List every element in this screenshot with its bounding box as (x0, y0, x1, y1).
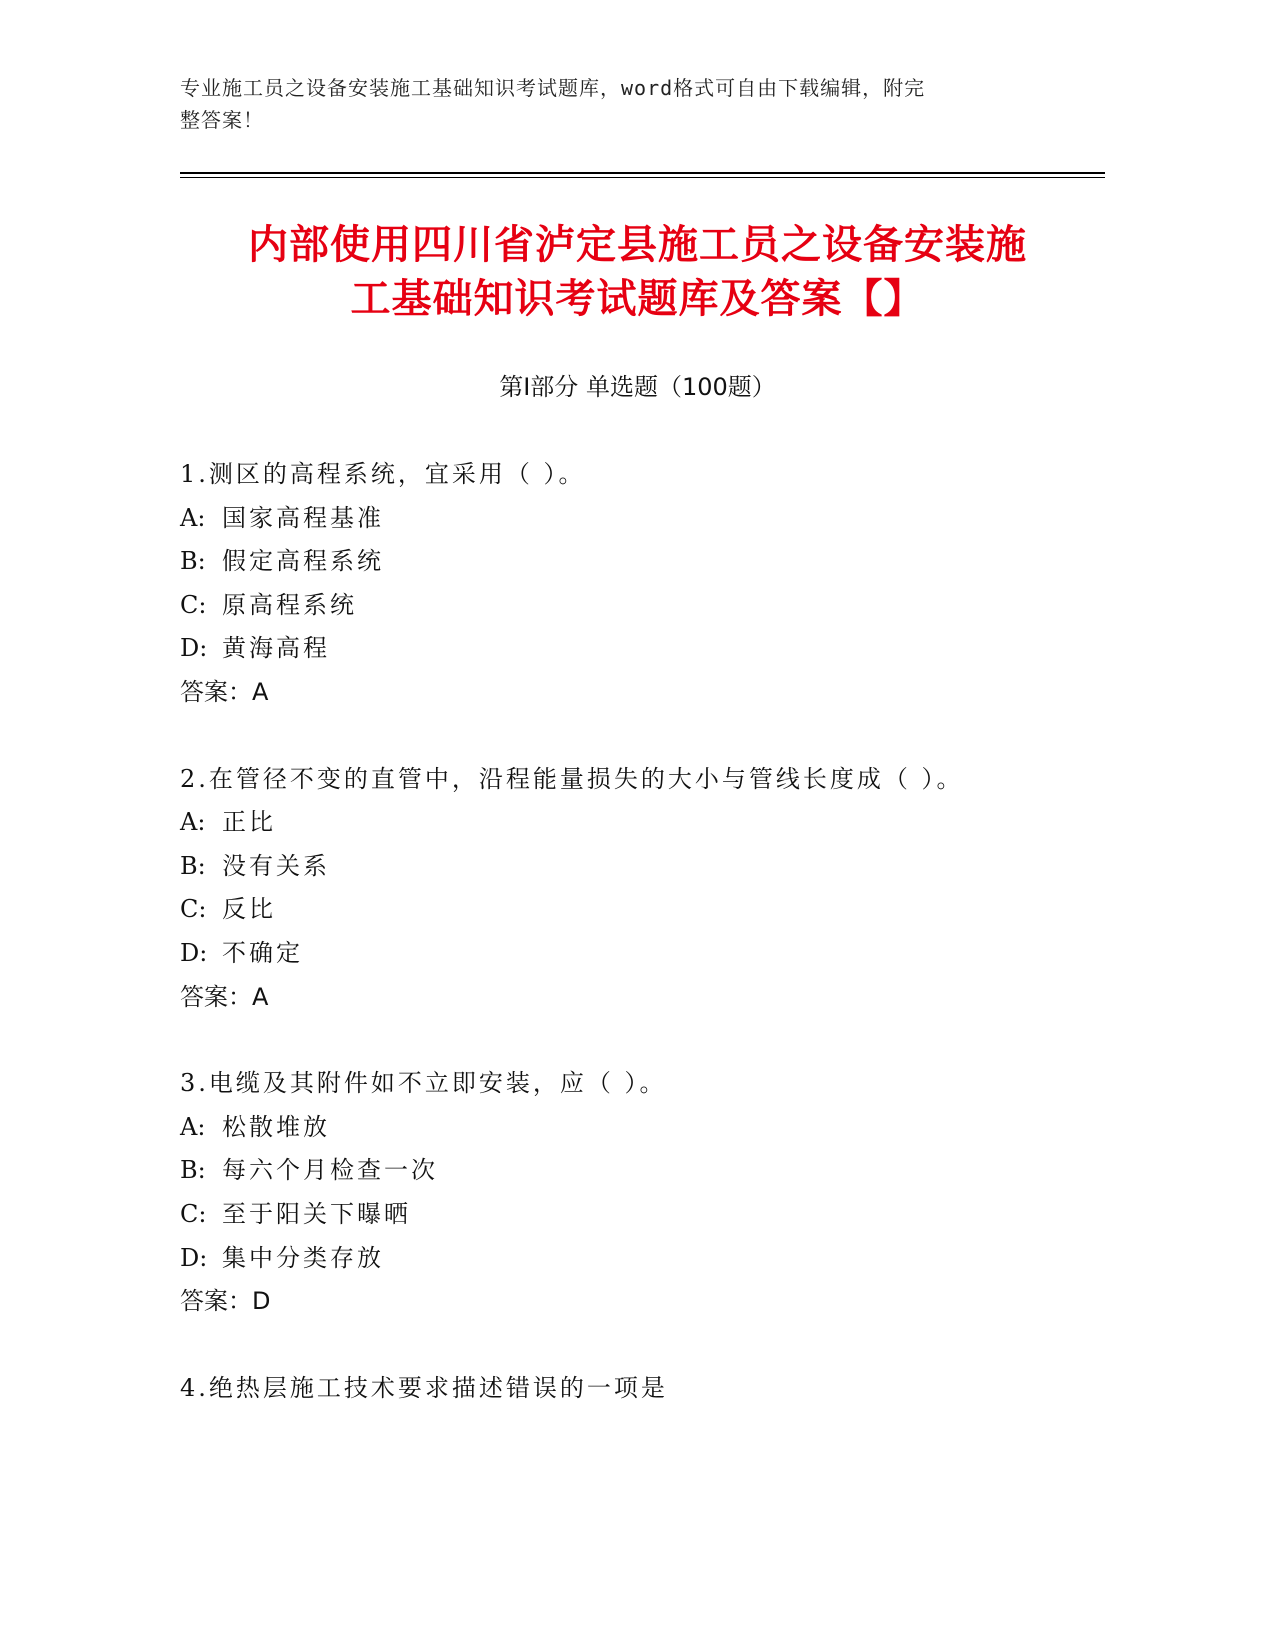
document-title-line2: 工基础知识考试题库及答案【】 (350, 276, 925, 322)
option-key: B: (180, 547, 206, 576)
option-d (180, 1237, 1100, 1281)
question-text: 3.电缆及其附件如不立即安装，应（ ）。 (180, 1069, 667, 1098)
option-key: D: (180, 1243, 208, 1272)
question-list (180, 453, 1100, 1453)
header-note-line1: 专业施工员之设备安装施工基础知识考试题库，word格式可自由下载编辑，附完 (180, 76, 926, 100)
option-b (180, 540, 1100, 584)
option-text: 原高程系统 (222, 590, 357, 619)
answer-text: 答案：A (180, 677, 269, 706)
option-d (180, 932, 1100, 976)
option-key: B: (180, 1156, 206, 1185)
option-key: D: (180, 634, 208, 663)
header-rule-thin (180, 177, 1105, 178)
option-a (180, 1106, 1100, 1150)
option-key: A: (180, 1112, 206, 1141)
question-text: 1.测区的高程系统，宜采用（ ）。 (180, 460, 586, 488)
option-key: B: (180, 851, 206, 880)
option-key: C: (180, 590, 207, 619)
question-item (180, 453, 1100, 715)
option-d (180, 627, 1100, 671)
option-text: 不确定 (222, 938, 303, 967)
option-text: 至于阳关下曝晒 (222, 1199, 411, 1228)
question-item (180, 1062, 1100, 1324)
option-c (180, 1193, 1100, 1237)
option-text: 黄海高程 (222, 634, 330, 663)
question-text: 2.在管径不变的直管中，沿程能量损失的大小与管线长度成（ ）。 (180, 764, 964, 793)
option-c (180, 888, 1100, 932)
option-a (180, 497, 1100, 541)
option-text: 正比 (222, 808, 276, 837)
option-text: 国家高程基准 (222, 503, 384, 532)
option-key: C: (180, 895, 207, 924)
option-key: D: (180, 938, 208, 967)
option-key: C: (180, 1199, 207, 1228)
option-text: 反比 (222, 895, 276, 924)
option-key: A: (180, 503, 206, 532)
answer-text: 答案：A (180, 982, 269, 1011)
document-title (150, 218, 1125, 326)
option-b (180, 845, 1100, 889)
option-c (180, 584, 1100, 628)
option-text: 每六个月检查一次 (222, 1156, 438, 1185)
header-note-line2: 整答案！ (180, 108, 264, 132)
document-title-line1: 内部使用四川省泸定县施工员之设备安装施 (248, 222, 1027, 268)
option-text: 没有关系 (222, 851, 330, 880)
section-heading: 第I部分 单选题（100题） (499, 373, 776, 401)
header-rule-thick (180, 172, 1105, 174)
option-key: A: (180, 808, 206, 837)
question-text: 4.绝热层施工技术要求描述错误的一项是 (180, 1373, 668, 1402)
answer-text: 答案：D (180, 1287, 271, 1316)
question-item (180, 1367, 1100, 1411)
header-note (180, 72, 1040, 136)
option-a (180, 801, 1100, 845)
option-b (180, 1149, 1100, 1193)
question-item (180, 758, 1100, 1020)
option-text: 松散堆放 (222, 1112, 330, 1141)
option-text: 假定高程系统 (222, 547, 384, 576)
option-text: 集中分类存放 (222, 1243, 384, 1272)
